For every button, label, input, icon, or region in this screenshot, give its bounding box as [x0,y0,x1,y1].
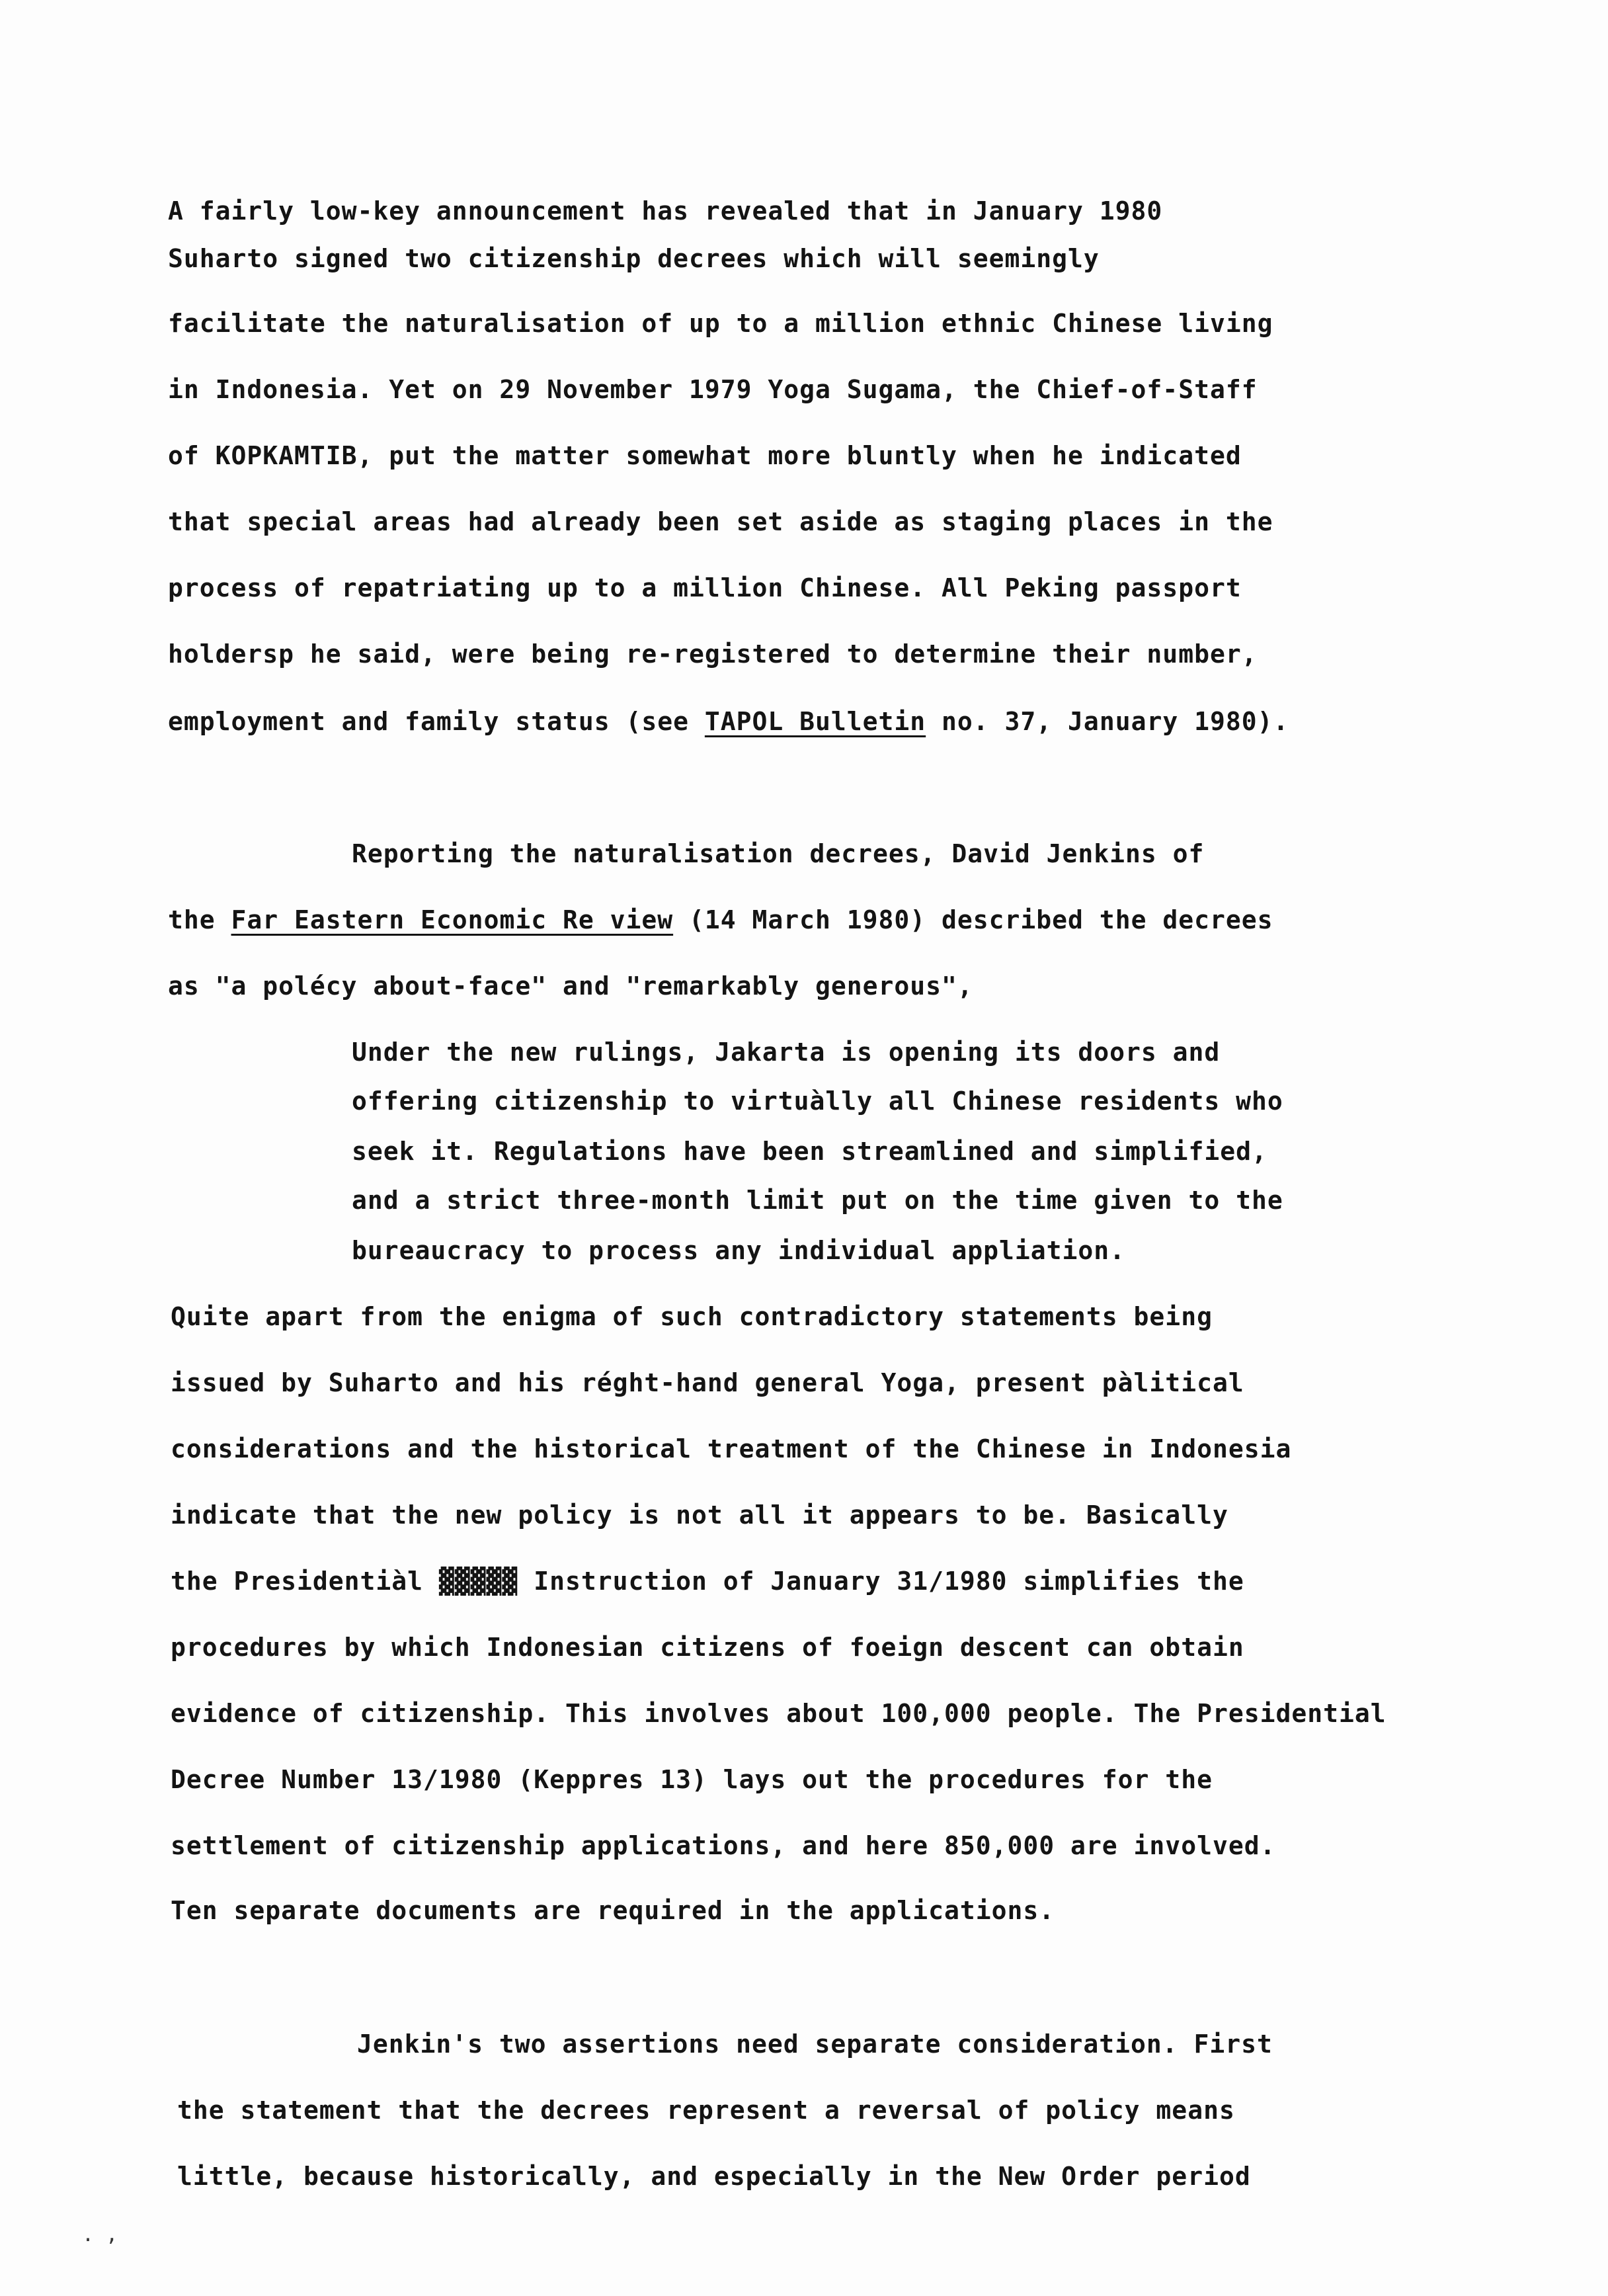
text-line: evidence of citizenship. This involves about 100,000 people. The Presidential [171,1699,1387,1728]
text-line: in Indonesia. Yet on 29 November 1979 Yoga Sugama, the Chief-of-Staff [168,375,1258,404]
publication-title: TAPOL Bulletin [704,707,926,736]
text-line [168,907,1273,932]
text-line: little, because historically, and especially in the New Order period [177,2162,1251,2191]
quote-line: bureaucracy to process any individual appliation. [352,1236,1126,1265]
text-line: Suharto signed two citizenship decrees which will seemingly [168,244,1100,273]
text-segment: employment and family status (see [168,707,705,736]
text-line: the statement that the decrees represent a reversal of policy means [177,2096,1235,2125]
text-line: considerations and the historical treatment of the Chinese in Indonesia [171,1434,1292,1463]
text-line: Reporting the naturalisation decrees, David Jenkins of [352,839,1205,868]
quote-line: Under the new rulings, Jakarta is opening its doors and [352,1038,1221,1067]
text-segment: no. 37, January 1980). [926,707,1289,736]
text-line: Ten separate documents are required in the applications. [171,1896,1055,1925]
text-line: A fairly low-key announcement has revealed that in January 1980 [168,196,1163,226]
margin-marks: . , [82,2223,118,2246]
text-line: that special areas had already been set aside as staging places in the [168,507,1273,536]
text-line [168,709,1289,734]
text-line: the Presidentiàl ▓▓▓▓▓ Instruction of January 31/1980 simplifies the [171,1567,1244,1596]
quote-line: offering citizenship to virtuàlly all Chinese residents who [352,1086,1283,1116]
quote-line: seek it. Regulations have been streamlined and simplified, [352,1137,1267,1166]
publication-title: Far Eastern Economic Re view [231,905,674,934]
text-segment: the [168,905,231,934]
text-line: of KOPKAMTIB, put the matter somewhat more bluntly when he indicated [168,441,1242,470]
text-line: issued by Suharto and his réght-hand general Yoga, present pàlitical [171,1368,1244,1397]
text-line: procedures by which Indonesian citizens of foeign descent can obtain [171,1633,1244,1662]
text-line: process of repatriating up to a million Chinese. All Peking passport [168,573,1242,602]
text-line: Decree Number 13/1980 (Keppres 13) lays out the procedures for the [171,1765,1213,1794]
text-line: settlement of citizenship applications, and here 850,000 are involved. [171,1831,1276,1860]
text-line: as "a polécy about-face" and "remarkably generous", [168,971,973,1001]
text-line: indicate that the new policy is not all it appears to be. Basically [171,1500,1228,1530]
quote-line: and a strict three-month limit put on the time given to the [352,1186,1283,1215]
text-line: Quite apart from the enigma of such contradictory statements being [171,1302,1213,1331]
text-line: facilitate the naturalisation of up to a million ethnic Chinese living [168,309,1273,338]
text-segment: (14 March 1980) described the decrees [673,905,1273,934]
text-line: Jenkin's two assertions need separate consideration. First [357,2030,1273,2059]
text-line: holdersp he said, were being re-registered to determine their number, [168,639,1258,669]
